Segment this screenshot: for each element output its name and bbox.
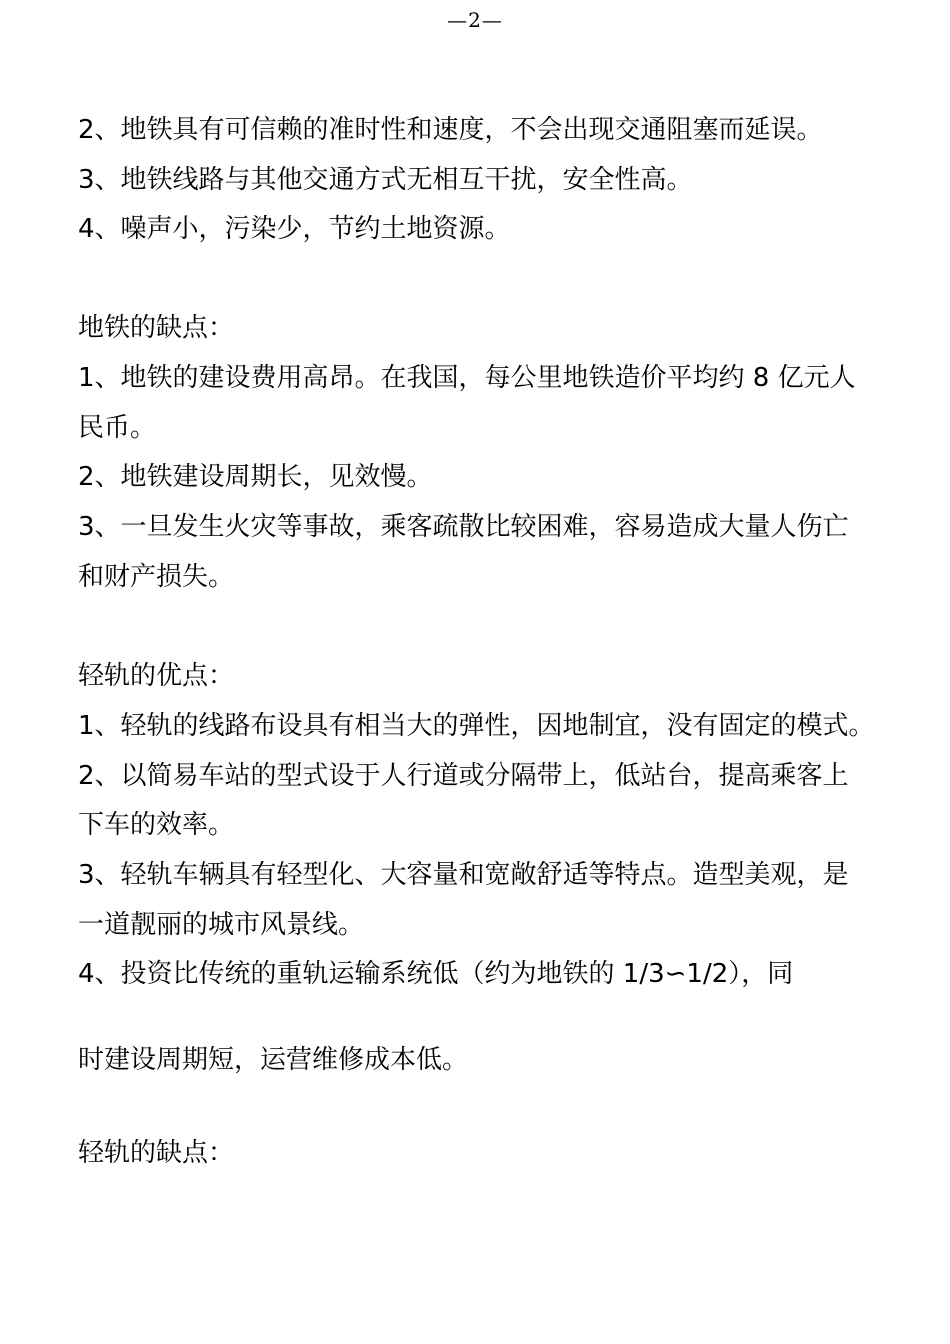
paragraph-line: 4、投资比传统的重轨运输系统低（约为地铁的 1/3∽1/2），同 [78,959,794,989]
section-heading-light-rail-disadvantages: 轻轨的缺点： [78,1138,235,1168]
paragraph-line: 1、地铁的建设费用高昂。在我国，每公里地铁造价平均约 8 亿元人 [78,363,856,393]
paragraph-line: 4、噪声小，污染少，节约土地资源。 [78,214,511,244]
paragraph-line: 3、地铁线路与其他交通方式无相互干扰，安全性高。 [78,165,693,195]
paragraph-line: 一道靓丽的城市风景线。 [78,910,365,940]
page-number: —2— [447,8,503,32]
paragraph-line: 3、轻轨车辆具有轻型化、大容量和宽敞舒适等特点。造型美观，是 [78,860,849,890]
paragraph-line: 2、以简易车站的型式设于人行道或分隔带上，低站台，提高乘客上 [78,761,849,791]
paragraph-line: 下车的效率。 [78,810,235,840]
paragraph-line: 3、一旦发生火灾等事故，乘客疏散比较困难，容易造成大量人伤亡 [78,512,849,542]
paragraph-line: 1、轻轨的线路布设具有相当大的弹性，因地制宜，没有固定的模式。 [78,711,875,741]
paragraph-line: 2、地铁建设周期长，见效慢。 [78,462,433,492]
paragraph-line: 和财产损失。 [78,562,235,592]
section-heading-light-rail-advantages: 轻轨的优点： [78,661,235,691]
paragraph-line: 2、地铁具有可信赖的准时性和速度，不会出现交通阻塞而延误。 [78,115,823,145]
paragraph-line: 时建设周期短，运营维修成本低。 [78,1045,469,1075]
section-heading-subway-disadvantages: 地铁的缺点： [78,313,235,343]
paragraph-line: 民币。 [78,413,157,443]
